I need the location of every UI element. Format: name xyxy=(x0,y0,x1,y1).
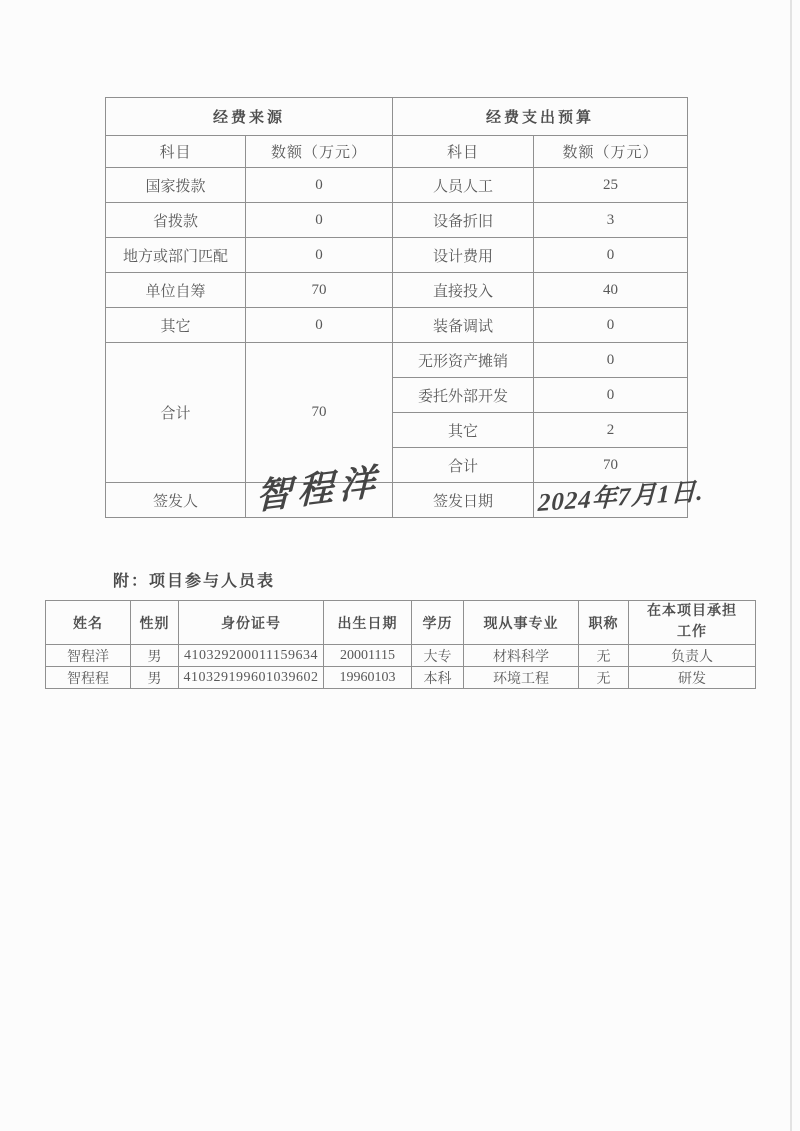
col-header-id-number: 身份证号 xyxy=(179,601,324,645)
participant-profession: 材料科学 xyxy=(464,645,579,667)
participant-birthdate: 19960103 xyxy=(324,667,412,689)
expense-row-label: 无形资产摊销 xyxy=(393,343,534,378)
issue-date-label: 签发日期 xyxy=(393,483,534,518)
participant-title: 无 xyxy=(579,667,629,689)
source-row-label: 省拨款 xyxy=(106,203,246,238)
expense-row-label: 人员人工 xyxy=(393,168,534,203)
source-row-value: 70 xyxy=(246,273,393,308)
expense-total-label: 合计 xyxy=(393,448,534,483)
col-header-name: 姓名 xyxy=(46,601,131,645)
expense-row-value: 3 xyxy=(534,203,688,238)
budget-table xyxy=(105,97,705,518)
source-subject-col-header: 科目 xyxy=(106,136,246,168)
participant-project-role: 研发 xyxy=(629,667,756,689)
expense-budget-header: 经费支出预算 xyxy=(393,98,688,136)
participant-name: 智程程 xyxy=(46,667,131,689)
source-total-value: 70 xyxy=(246,343,393,483)
expense-row-value: 0 xyxy=(534,238,688,273)
participant-project-role: 负责人 xyxy=(629,645,756,667)
source-row-value: 0 xyxy=(246,308,393,343)
source-row-label: 地方或部门匹配 xyxy=(106,238,246,273)
participants-table xyxy=(45,600,756,689)
col-header-profession: 现从事专业 xyxy=(464,601,579,645)
participant-birthdate: 20001115 xyxy=(324,645,412,667)
source-total-label: 合计 xyxy=(106,343,246,483)
participant-name: 智程洋 xyxy=(46,645,131,667)
expense-row-value: 25 xyxy=(534,168,688,203)
expense-row-value: 0 xyxy=(534,308,688,343)
source-row-value: 0 xyxy=(246,203,393,238)
source-row-label: 其它 xyxy=(106,308,246,343)
participants-table-title: 附：项目参与人员表 xyxy=(113,573,276,590)
col-header-education: 学历 xyxy=(412,601,464,645)
participant-row xyxy=(46,667,756,689)
source-row-label: 单位自筹 xyxy=(106,273,246,308)
col-header-project-role xyxy=(629,601,756,645)
expense-row-label: 装备调试 xyxy=(393,308,534,343)
project-role-header-text: 在本项目承担工作 xyxy=(647,604,737,640)
col-header-title: 职称 xyxy=(579,601,629,645)
expense-total-value: 70 xyxy=(534,448,688,483)
funding-source-header: 经费来源 xyxy=(106,98,393,136)
source-row-label: 国家拨款 xyxy=(106,168,246,203)
participant-gender: 男 xyxy=(131,667,179,689)
participant-education: 大专 xyxy=(412,645,464,667)
expense-row-value: 2 xyxy=(534,413,688,448)
source-amount-col-header: 数额（万元） xyxy=(246,136,393,168)
source-row-value: 0 xyxy=(246,238,393,273)
expense-subject-col-header: 科目 xyxy=(393,136,534,168)
signer-label: 签发人 xyxy=(106,483,246,518)
expense-row-label: 其它 xyxy=(393,413,534,448)
issue-date-cell xyxy=(534,478,705,518)
expense-row-label: 委托外部开发 xyxy=(393,378,534,413)
handwritten-signature: 智程洋 xyxy=(255,461,382,518)
handwritten-date: 2024年7月1日. xyxy=(537,478,705,518)
expense-row-value: 0 xyxy=(534,378,688,413)
participant-id-number: 410329199601039602 xyxy=(179,667,324,689)
col-header-birthdate: 出生日期 xyxy=(324,601,412,645)
participant-title: 无 xyxy=(579,645,629,667)
signer-signature-cell xyxy=(246,461,393,518)
participant-profession: 环境工程 xyxy=(464,667,579,689)
expense-row-label: 设计费用 xyxy=(393,238,534,273)
expense-row-label: 直接投入 xyxy=(393,273,534,308)
participant-row xyxy=(46,645,756,667)
scan-page-edge-line xyxy=(790,0,792,1131)
source-row-value: 0 xyxy=(246,168,393,203)
expense-row-value: 0 xyxy=(534,343,688,378)
expense-row-label: 设备折旧 xyxy=(393,203,534,238)
expense-amount-col-header: 数额（万元） xyxy=(534,136,688,168)
participant-id-number: 410329200011159634 xyxy=(179,645,324,667)
participant-education: 本科 xyxy=(412,667,464,689)
participant-gender: 男 xyxy=(131,645,179,667)
col-header-gender: 性别 xyxy=(131,601,179,645)
expense-row-value: 40 xyxy=(534,273,688,308)
